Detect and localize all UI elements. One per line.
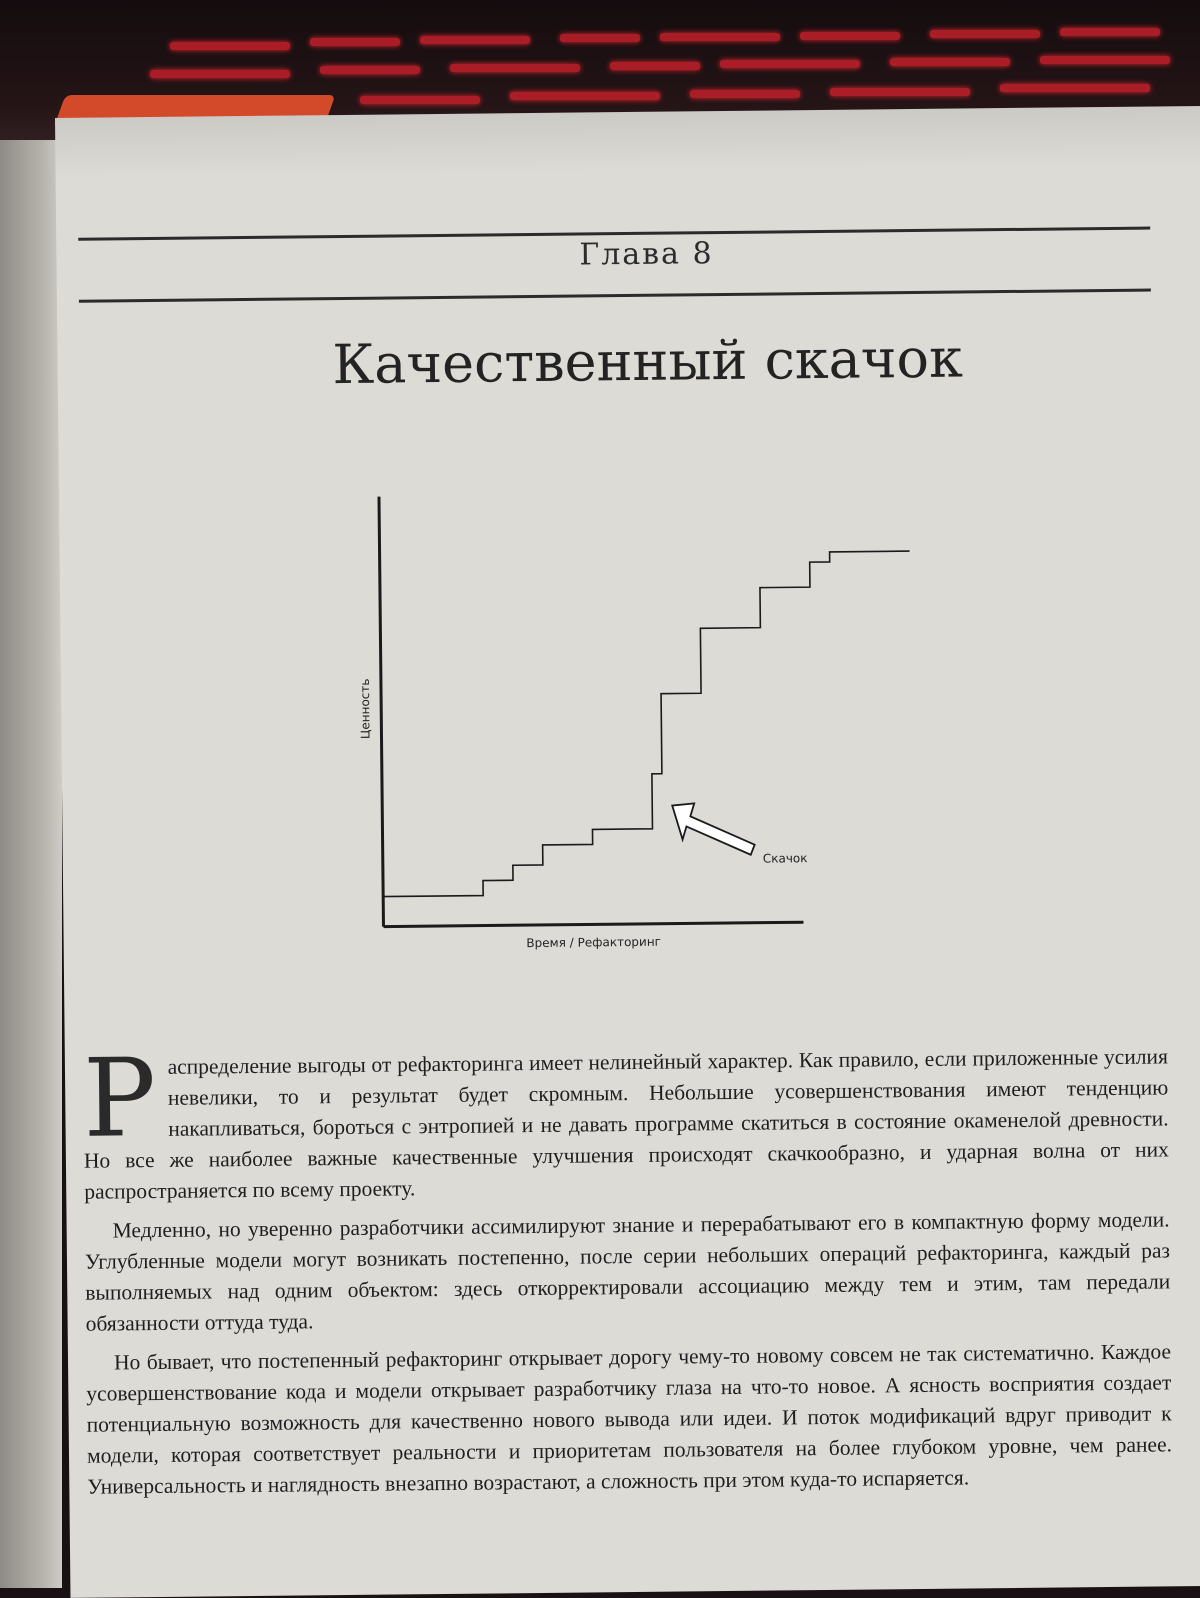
drop-cap: Р <box>82 1036 157 1162</box>
chapter-label: Глава 8 <box>579 236 714 273</box>
leap-annotation: Скачок <box>762 851 808 866</box>
staircase-line <box>380 551 914 897</box>
bottom-rule <box>79 289 1151 303</box>
leap-arrow <box>672 803 755 856</box>
x-axis-label: Время / Рефакторинг <box>526 934 662 951</box>
x-axis <box>383 922 803 926</box>
paragraph-2: Медленно, но уверенно разработчики ассимилируют знание и перерабатывают его в компактную форму модели. Углубленные модели могут возникать постепенно, после серии небольших операций рефакторинга, каждый раз выполняемых над одним объектом: здесь откорректировали ассоциацию между тем и этим, там передали обязанности оттуда туда. <box>84 1207 1171 1336</box>
paragraph-3: Но бывает, что постепенный рефакторинг открывает дорогу чему-то новому совсем не так систематично. Каждое усовершенствование кода и модели открывает разработчику глаза на что-то новое. А ясность восприятия создает потенциальную возможность для качественно нового вывода или идеи. И поток модификаций вдруг приводит к модели, которая соответствует реальности и приоритетам пользователя на более глубоком уровне, чем ранее. Универсальность и наглядность внезапно возрастают, а сложность при этом куда-то испаряется. <box>86 1339 1173 1499</box>
paragraph-1: Распределение выгоды от рефакторинга имеет нелинейный характер. Как правило, если приложенные усилия невелики, то и результат будет скромным. Небольшие усовершенствования имеют тенденцию накапливаться, бороться с энтропией и не давать программе скатиться в состояние окаменелой древности. Но все же наиболее важные качественные улучшения происходят скачкообразно, и ударная волна от них распространяется по всему проекту. <box>82 1036 1169 1204</box>
staircase-diagram <box>259 481 944 968</box>
page-stack-edge <box>0 140 62 1588</box>
chapter-title: Качественный скачок <box>332 326 964 397</box>
y-axis <box>379 497 384 927</box>
body-text <box>82 1036 1173 1510</box>
staircase-figure <box>259 481 944 968</box>
y-axis-label: Ценность <box>357 678 373 740</box>
book-page <box>55 106 1200 1598</box>
